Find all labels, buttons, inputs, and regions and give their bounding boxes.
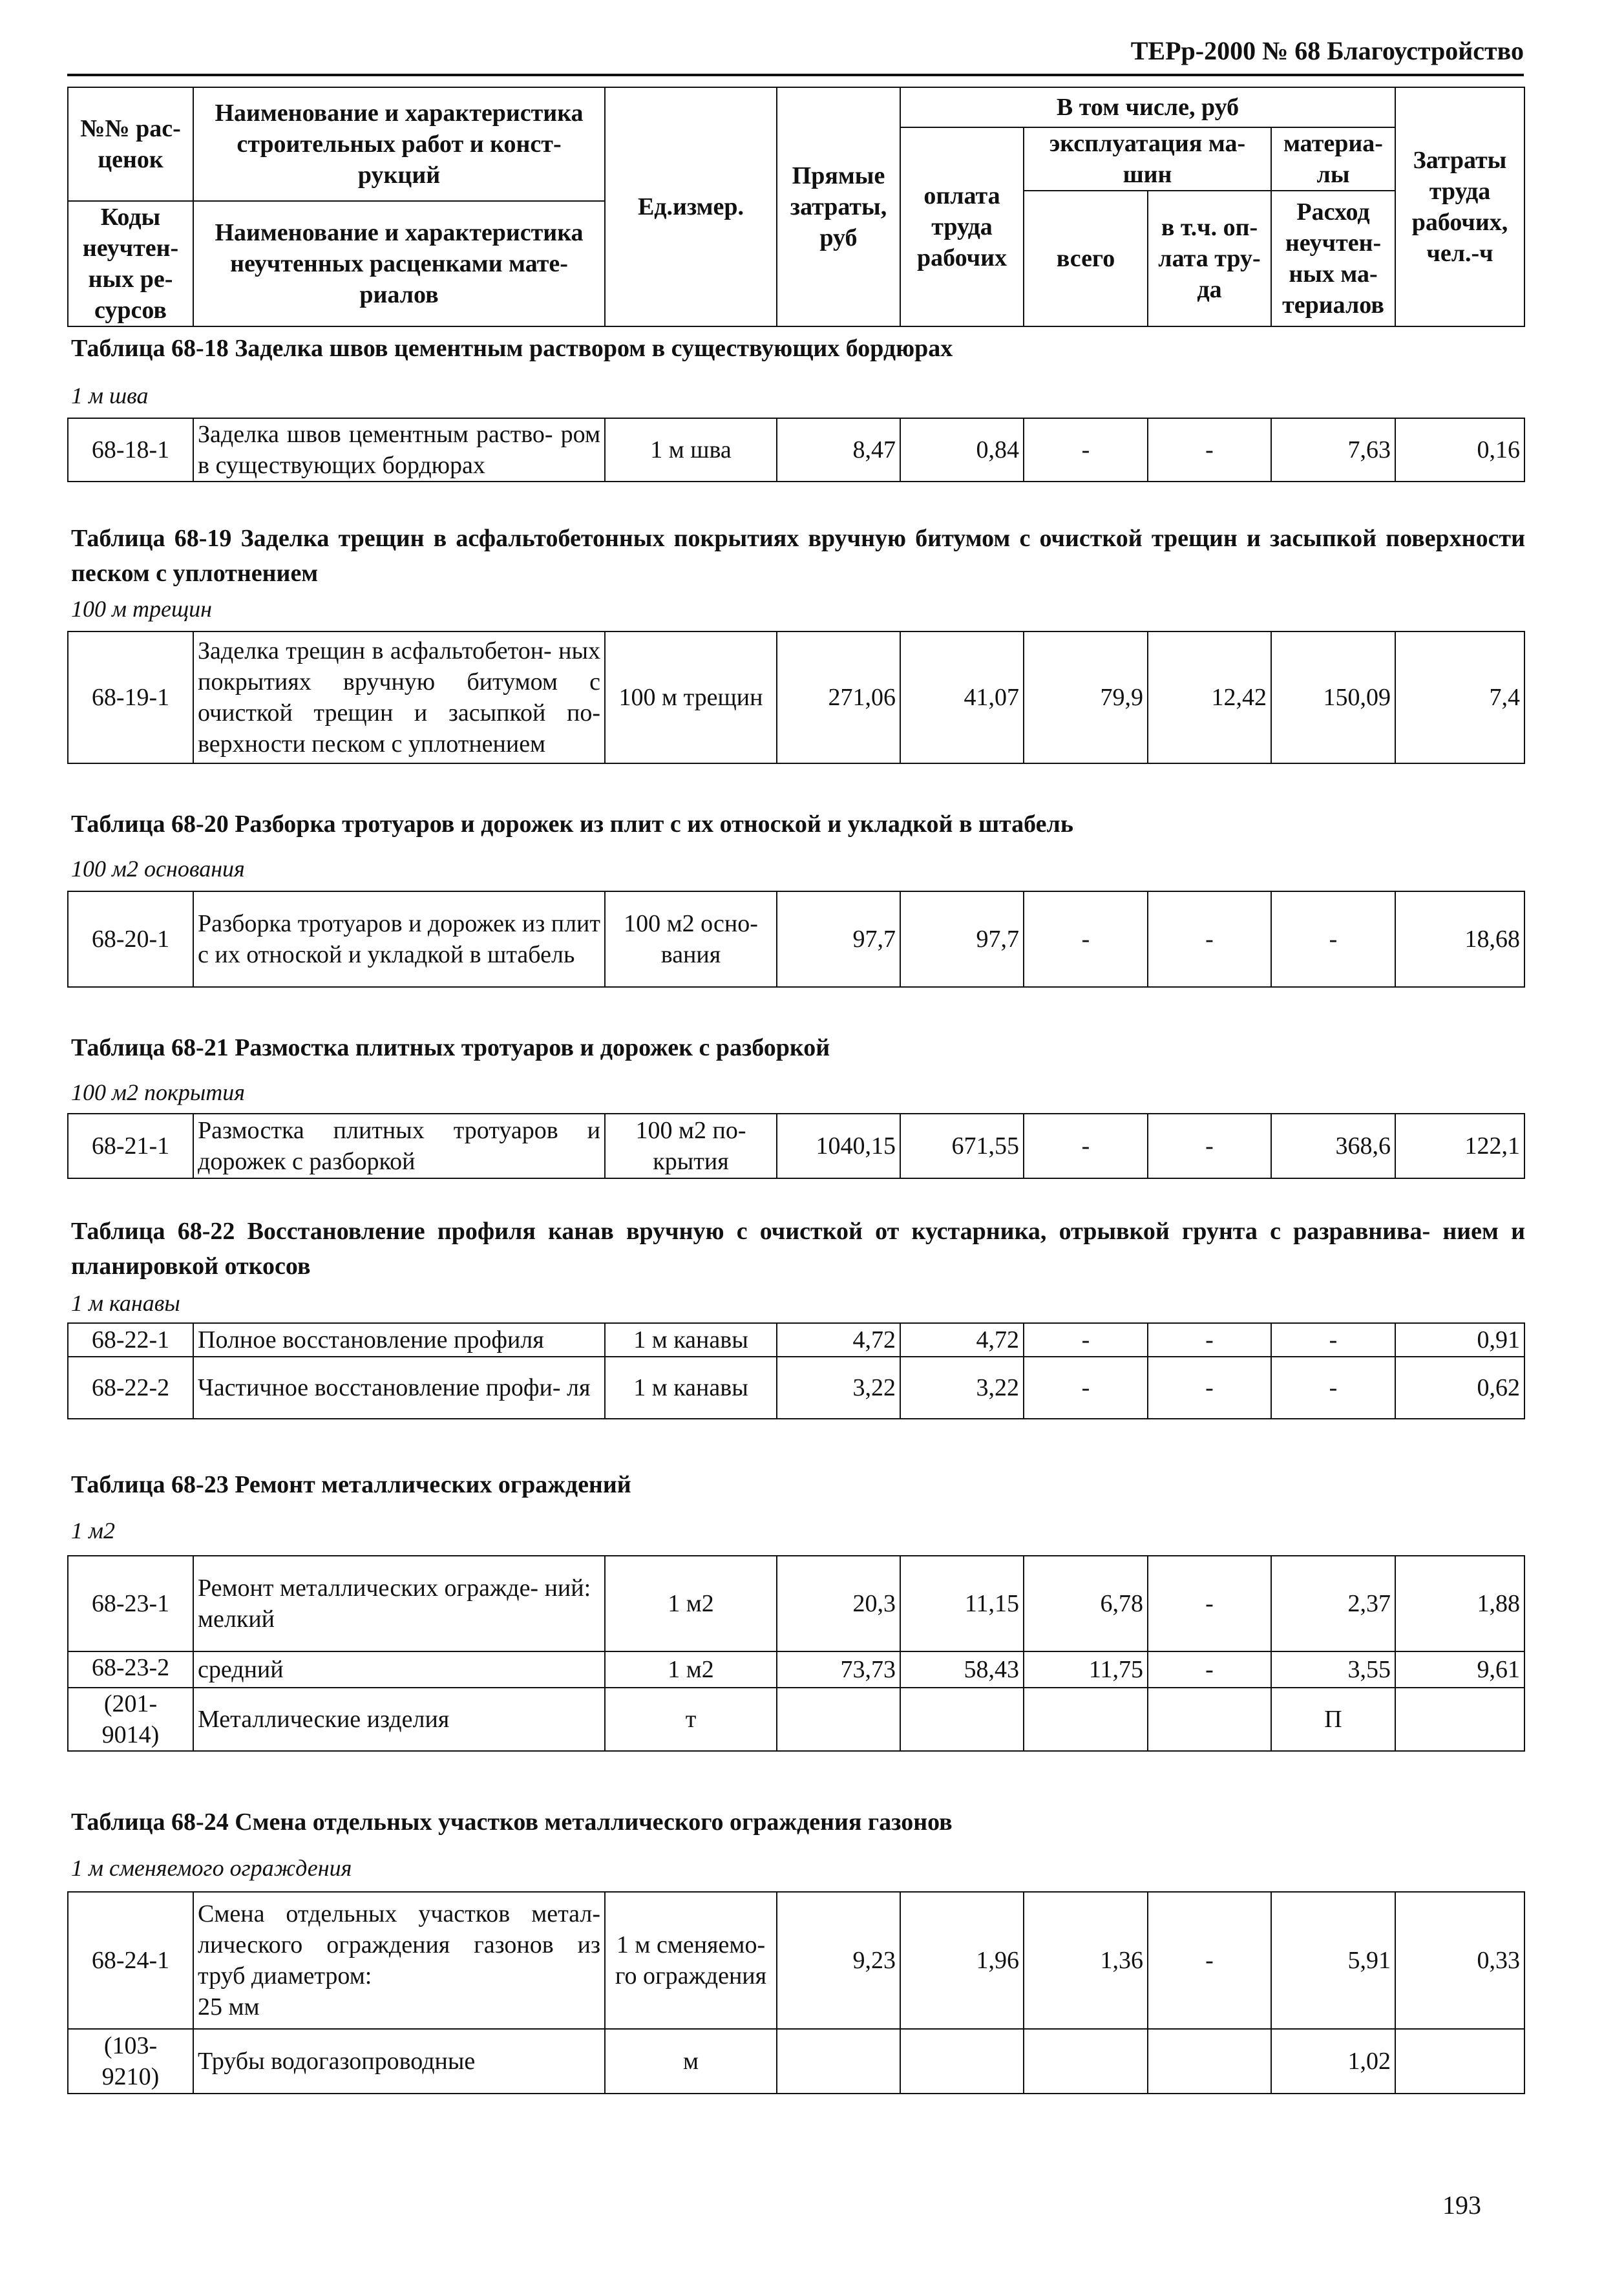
work-subname: мелкий	[198, 1606, 275, 1633]
table-caption-68-20: Таблица 68-20 Разборка тротуаров и дорожек из плит с их отноской и укладкой в штабель	[71, 811, 1073, 838]
wages: 41,07	[900, 631, 1024, 763]
machines-wages: -	[1148, 1357, 1271, 1419]
wages: 3,22	[900, 1357, 1024, 1419]
unit-of-measure: м	[605, 2029, 777, 2094]
labor-costs: 18,68	[1395, 891, 1524, 987]
work-name: Размостка плитных тротуаров и дорожек с разборкой	[193, 1114, 605, 1178]
table-caption-68-18: Таблица 68-18 Заделка швов цементным раствором в существующих бордюрах	[71, 335, 953, 362]
direct-costs	[777, 1688, 900, 1751]
wages: 11,15	[900, 1556, 1024, 1651]
wages: 1,96	[900, 1892, 1024, 2029]
rate-table-68-23	[67, 1555, 1525, 1752]
direct-costs: 3,22	[777, 1357, 900, 1419]
work-name: средний	[193, 1651, 605, 1688]
work-name: Разборка тротуаров и дорожек из плит с их отноской и укладкой в штабель	[193, 891, 605, 987]
table-row	[68, 1556, 1524, 1651]
work-name: Заделка трещин в асфальтобетон- ных покрытиях вручную битумом с очисткой трещин и засыпкой по- верхности песком с уплотнением	[193, 631, 605, 763]
document-title: ТЕРр-2000 № 68 Благоустройство	[1130, 36, 1524, 65]
material-name: Трубы водогазопроводные	[193, 2029, 605, 2094]
direct-costs: 20,3	[777, 1556, 900, 1651]
table-row	[68, 1651, 1524, 1688]
header-unit: Ед.измер.	[605, 87, 777, 326]
rate-table-68-24	[67, 1891, 1525, 2094]
table-row	[68, 891, 1524, 987]
machines-total: 79,9	[1024, 631, 1148, 763]
wages: 97,7	[900, 891, 1024, 987]
header-rate-number: №№ рас- ценок	[68, 87, 193, 201]
header-wages: оплата труда рабочих	[900, 127, 1024, 326]
unit-of-measure: 1 м2	[605, 1556, 777, 1651]
direct-costs: 9,23	[777, 1892, 900, 2029]
table-row	[68, 1114, 1524, 1178]
machines-total	[1024, 2029, 1148, 2094]
work-name: Заделка швов цементным раство- ром в существующих бордюрах	[193, 418, 605, 482]
machines-wages: -	[1148, 1114, 1271, 1178]
labor-costs: 1,88	[1395, 1556, 1524, 1651]
machines-total: -	[1024, 418, 1148, 482]
direct-costs: 1040,15	[777, 1114, 900, 1178]
table-unit-68-21: 100 м2 покрытия	[71, 1079, 245, 1105]
rate-table-68-21	[67, 1113, 1525, 1179]
machines-wages: -	[1148, 1651, 1271, 1688]
labor-costs	[1395, 1688, 1524, 1751]
materials: -	[1271, 1323, 1395, 1357]
table-unit-68-22: 1 м канавы	[71, 1290, 180, 1316]
materials: -	[1271, 891, 1395, 987]
machines-wages	[1148, 1688, 1271, 1751]
header-resource-codes: Коды неучтен- ных ре- сурсов	[68, 201, 193, 326]
rate-code: 68-23-2	[68, 1651, 193, 1688]
table-unit-68-23: 1 м2	[71, 1518, 115, 1544]
materials: 7,63	[1271, 418, 1395, 482]
rate-code: 68-21-1	[68, 1114, 193, 1178]
machines-total	[1024, 1688, 1148, 1751]
unit-of-measure: 100 м трещин	[605, 631, 777, 763]
wages: 4,72	[900, 1323, 1024, 1357]
header-materials-unaccounted: Расход неучтен- ных ма- териалов	[1271, 191, 1395, 326]
rate-table-68-19	[67, 631, 1525, 764]
unit-of-measure: 1 м сменяемо- го ограждения	[605, 1892, 777, 2029]
resource-code: (201- 9014)	[68, 1688, 193, 1751]
unit-of-measure: 1 м шва	[605, 418, 777, 482]
labor-costs: 122,1	[1395, 1114, 1524, 1178]
machines-wages: -	[1148, 418, 1271, 482]
table-caption-68-23: Таблица 68-23 Ремонт металлических ограждений	[71, 1471, 631, 1498]
wages	[900, 2029, 1024, 2094]
table-caption-68-19: Таблица 68-19 Заделка трещин в асфальтобетонных покрытиях вручную битумом с очисткой трещин и засыпкой поверхности песком с уплотнением	[71, 525, 1525, 587]
wages: 58,43	[900, 1651, 1024, 1688]
rate-code: 68-22-2	[68, 1357, 193, 1419]
table-row	[68, 1357, 1524, 1419]
work-name: Смена отдельных участков метал- лического ограждения газонов из труб диаметром:	[198, 1900, 600, 1989]
materials: 2,37	[1271, 1556, 1395, 1651]
table-caption-68-21: Таблица 68-21 Размостка плитных тротуаров и дорожек с разборкой	[71, 1034, 830, 1061]
work-name-cell	[193, 1892, 605, 2029]
direct-costs	[777, 2029, 900, 2094]
header-machines: эксплуатация ма- шин	[1024, 127, 1271, 191]
labor-costs: 0,91	[1395, 1323, 1524, 1357]
machines-wages: -	[1148, 1892, 1271, 2029]
direct-costs: 8,47	[777, 418, 900, 482]
work-name: Ремонт металлических огражде- ний:	[198, 1575, 591, 1602]
direct-costs: 271,06	[777, 631, 900, 763]
table-row	[68, 1323, 1524, 1357]
page-number: 193	[1442, 2191, 1481, 2220]
labor-costs: 0,16	[1395, 418, 1524, 482]
table-unit-68-20: 100 м2 основания	[71, 856, 245, 882]
work-name-cell	[193, 1556, 605, 1651]
resource-code: (103- 9210)	[68, 2029, 193, 2094]
header-work-name: Наименование и характеристика строительных работ и конст- рукций	[193, 87, 605, 201]
rate-code: 68-18-1	[68, 418, 193, 482]
rate-code: 68-19-1	[68, 631, 193, 763]
machines-wages: -	[1148, 1556, 1271, 1651]
machines-wages: 12,42	[1148, 631, 1271, 763]
machines-wages: -	[1148, 891, 1271, 987]
table-row	[68, 418, 1524, 482]
direct-costs: 73,73	[777, 1651, 900, 1688]
machines-total: 11,75	[1024, 1651, 1148, 1688]
wages: 671,55	[900, 1114, 1024, 1178]
rate-table-68-20	[67, 891, 1525, 988]
materials-unaccounted: 1,02	[1271, 2029, 1395, 2094]
labor-costs: 0,62	[1395, 1357, 1524, 1419]
materials: 368,6	[1271, 1114, 1395, 1178]
table-unit-68-24: 1 м сменяемого ограждения	[71, 1855, 352, 1881]
unit-of-measure: т	[605, 1688, 777, 1751]
work-name: Частичное восстановление профи- ля	[193, 1357, 605, 1419]
rate-code: 68-22-1	[68, 1323, 193, 1357]
machines-total: -	[1024, 1357, 1148, 1419]
rate-code: 68-20-1	[68, 891, 193, 987]
header-materials: материа- лы	[1271, 127, 1395, 191]
rate-table-68-18	[67, 418, 1525, 482]
wages: 0,84	[900, 418, 1024, 482]
header-labor-costs: Затраты труда рабочих, чел.-ч	[1395, 87, 1524, 326]
machines-total: -	[1024, 891, 1148, 987]
header-including-group: В том числе, руб	[900, 87, 1395, 127]
unit-of-measure: 100 м2 по- крытия	[605, 1114, 777, 1178]
direct-costs: 97,7	[777, 891, 900, 987]
header-machines-total: всего	[1024, 191, 1148, 326]
labor-costs: 0,33	[1395, 1892, 1524, 2029]
header-machines-wages: в т.ч. оп- лата тру- да	[1148, 191, 1271, 326]
materials: 5,91	[1271, 1892, 1395, 2029]
table-unit-68-18: 1 м шва	[71, 383, 149, 408]
machines-total: 6,78	[1024, 1556, 1148, 1651]
unit-of-measure: 1 м канавы	[605, 1323, 777, 1357]
machines-wages: -	[1148, 1323, 1271, 1357]
machines-total: -	[1024, 1114, 1148, 1178]
rate-code: 68-23-1	[68, 1556, 193, 1651]
work-name: Полное восстановление профиля	[193, 1323, 605, 1357]
running-header	[67, 35, 1524, 76]
unit-of-measure: 1 м2	[605, 1651, 777, 1688]
machines-total: -	[1024, 1323, 1148, 1357]
table-row	[68, 2029, 1524, 2094]
materials: -	[1271, 1357, 1395, 1419]
unit-of-measure: 1 м канавы	[605, 1357, 777, 1419]
direct-costs: 4,72	[777, 1323, 900, 1357]
table-row	[68, 631, 1524, 763]
material-name: Металлические изделия	[193, 1688, 605, 1751]
materials: 3,55	[1271, 1651, 1395, 1688]
unit-of-measure: 100 м2 осно- вания	[605, 891, 777, 987]
machines-wages	[1148, 2029, 1271, 2094]
table-row	[68, 1892, 1524, 2029]
table-caption-68-24: Таблица 68-24 Смена отдельных участков металлического ограждения газонов	[71, 1809, 953, 1836]
machines-total: 1,36	[1024, 1892, 1148, 2029]
rate-code: 68-24-1	[68, 1892, 193, 2029]
wages	[900, 1688, 1024, 1751]
header-direct-costs: Прямые затраты, руб	[777, 87, 900, 326]
table-unit-68-19: 100 м трещин	[71, 596, 212, 622]
table-row	[68, 1688, 1524, 1751]
header-material-name: Наименование и характеристика неучтенных расценками мате- риалов	[193, 201, 605, 326]
column-header-table	[67, 87, 1525, 327]
rate-table-68-22	[67, 1322, 1525, 1419]
labor-costs	[1395, 2029, 1524, 2094]
labor-costs: 9,61	[1395, 1651, 1524, 1688]
labor-costs: 7,4	[1395, 631, 1524, 763]
materials: 150,09	[1271, 631, 1395, 763]
work-subname: 25 мм	[198, 1993, 260, 2021]
materials-unaccounted: П	[1271, 1688, 1395, 1751]
table-caption-68-22: Таблица 68-22 Восстановление профиля канав вручную с очисткой от кустарника, отрывкой грунта с разравнива- нием и планировкой откосов	[71, 1218, 1525, 1280]
